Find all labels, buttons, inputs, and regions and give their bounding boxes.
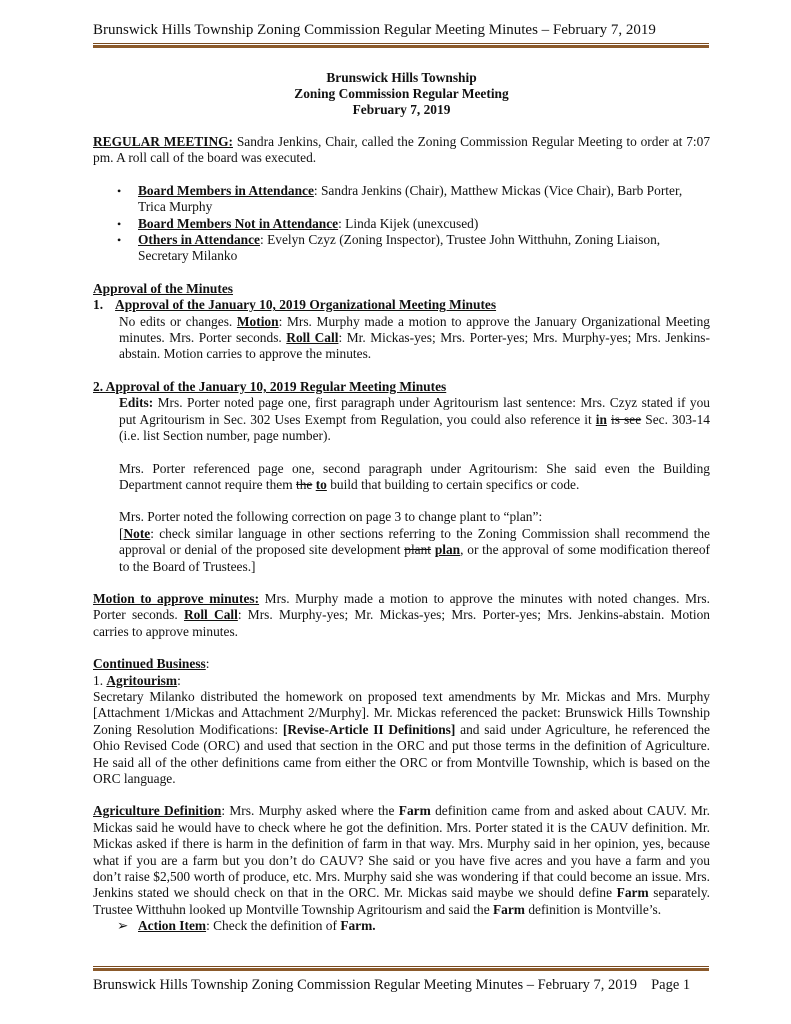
agriculture-definition-label: Agriculture Definition xyxy=(93,803,222,819)
regular-meeting-paragraph xyxy=(93,134,710,167)
motion-approve-paragraph xyxy=(93,591,710,640)
agritourism-paragraph xyxy=(93,689,710,787)
attendance-text: : Linda Kijek (unexcused) xyxy=(338,215,479,231)
text-run: Sec. 303-14 (i.e. list Section number, page number). xyxy=(119,411,710,444)
deleted-text: is see xyxy=(611,411,642,427)
roll-call-label: Roll Call xyxy=(183,607,238,623)
arrow-bullet-icon: ➢ xyxy=(117,918,129,934)
attendance-label: Board Members in Attendance xyxy=(138,182,314,198)
edits-label: Edits: xyxy=(119,395,154,411)
text-run: : Check the definition of xyxy=(206,918,341,934)
roll-call-label: Roll Call xyxy=(286,330,339,346)
deleted-text: plant xyxy=(404,542,432,558)
farm-term: Farm. xyxy=(340,918,376,934)
attendance-label: Others in Attendance xyxy=(138,232,260,248)
text-run: Secretary Milanko distributed the homework on proposed text amendments by Mr. Mickas and Mrs. Murphy [Attachment 1/Mickas and Attachment 2/Murphy]. Mr. Mickas referenced the packet: Brunswick Hills Township Zoning Resolution Modifications: xyxy=(93,688,710,737)
attendance-text: : Sandra Jenkins (Chair), Matthew Mickas (Vice Chair), Barb Porter, Trica Murphy xyxy=(138,182,683,215)
deleted-text: the xyxy=(295,476,313,492)
text-run: : check similar language in other sections referring to the Zoning Commission shall recommend the approval or denial of the proposed site development xyxy=(119,525,710,558)
approval-heading: Approval of the Minutes xyxy=(93,280,233,296)
text-run: [ xyxy=(119,525,124,541)
attendance-list xyxy=(93,183,710,265)
building-paragraph xyxy=(93,461,710,494)
text-run: Mrs. Murphy made a motion to approve the minutes with noted changes. Mrs. Porter seconds. xyxy=(93,590,710,623)
note-label: Note xyxy=(123,525,151,541)
text-run: : Mr. Mickas-yes; Mrs. Porter-yes; Mrs. Murphy-yes; Mrs. Jenkins-abstain. Motion carries to approve the minutes. xyxy=(119,330,710,362)
text-run: Mrs. Porter noted page one, first paragraph under Agritourism last sentence: Mrs. Czyz stated if you put Agritourism in Sec. 302 Uses Exempt from Regulation, you could also reference it xyxy=(119,395,710,427)
list-item xyxy=(93,183,710,216)
farm-term: Farm xyxy=(616,885,649,901)
inserted-text: in xyxy=(595,411,607,427)
farm-term: Farm xyxy=(398,803,431,819)
text-run: separately. Trustee Witthuhn looked up Montville Township Agritourism and said the xyxy=(93,885,710,917)
item-number: 1. xyxy=(93,297,104,313)
text-run: definition came from and asked about CAUV. Mr. Mickas said he would have to check where he got the definition. Mrs. Porter stated it is the CAUV definition. Mr. Mickas asked if there is harm in the definition of farm in that way. Mrs. Murphy said in her opinion, yes, because what if you are a farm but you don’t do CAUV? She said or you have five acres and you have a farm and you don’t raise $2,500 worth of produce, etc. Mrs. Murphy said she was wondering if that could become an issue. Mrs. Jenkins stated we should check on that in the ORC. Mr. Mickas said maybe we should define xyxy=(93,803,711,901)
title-meeting: Zoning Commission Regular Meeting xyxy=(294,86,509,101)
page-number: Page 1 xyxy=(651,977,691,993)
edits-paragraph xyxy=(93,395,710,444)
footer-rule-thin xyxy=(93,966,709,967)
regular-meeting-text: Sandra Jenkins, Chair, called the Zoning Commission Regular Meeting to order at 7:07 pm. A roll call of the board was executed. xyxy=(93,134,711,166)
title-date: February 7, 2019 xyxy=(352,102,451,117)
action-item-label: Action Item xyxy=(138,918,207,934)
note-paragraph xyxy=(93,526,710,575)
list-item xyxy=(93,232,710,265)
bullet-icon: • xyxy=(117,233,122,248)
motion-approve-label: Motion to approve minutes: xyxy=(93,590,260,606)
list-item xyxy=(93,216,710,232)
document-title xyxy=(93,70,710,118)
footer-rule xyxy=(93,966,709,971)
text-run: No edits or changes. xyxy=(119,313,237,329)
title-township: Brunswick Hills Township xyxy=(326,70,477,85)
continued-business-heading xyxy=(93,656,710,672)
page-footer xyxy=(93,976,713,994)
running-header: Brunswick Hills Township Zoning Commission Regular Meeting Minutes – February 7, 2019 xyxy=(93,22,656,38)
approval-item-1-text xyxy=(93,314,710,363)
approval-item-1-heading xyxy=(93,297,710,313)
text-run: : Mrs. Murphy made a motion to approve the January Organizational Meeting minutes. Mrs. Porter seconds. xyxy=(119,313,710,346)
heading-text: Continued Business xyxy=(93,656,206,672)
text-run: definition is Montville’s. xyxy=(524,901,662,917)
item-1-title: Approval of the January 10, 2019 Organizational Meeting Minutes xyxy=(115,297,497,313)
text-run: and said under Agriculture, he referenced the Ohio Revised Code (ORC) and used that section in the ORC and put those terms in the definition of Agriculture. He said all of the other definitions came from either the ORC or from Montville Township, which is based on the ORC language. xyxy=(93,721,711,786)
approval-item-2-heading: 2. Approval of the January 10, 2019 Regular Meeting Minutes xyxy=(93,378,447,394)
inserted-text: plan xyxy=(434,542,461,558)
text-run: : Mrs. Murphy asked where the xyxy=(221,803,399,819)
text-run: Mrs. Porter referenced page one, second paragraph under Agritourism: She said even the Building Department cannot require them xyxy=(119,460,710,492)
farm-term: Farm xyxy=(492,901,525,917)
attendance-text: : Evelyn Czyz (Zoning Inspector), Trustee John Witthuhn, Zoning Liaison, Secretary Milanko xyxy=(138,232,661,264)
footer-text: Brunswick Hills Township Zoning Commission Regular Meeting Minutes – February 7, 2019 xyxy=(93,977,638,993)
bullet-icon: • xyxy=(117,216,122,231)
article-reference: [Revise-Article II Definitions] xyxy=(282,721,456,737)
motion-label: Motion xyxy=(236,313,279,329)
header-rule xyxy=(93,43,709,48)
header-rule-thin xyxy=(93,43,709,44)
attendance-label: Board Members Not in Attendance xyxy=(138,215,339,231)
text-run: : xyxy=(177,672,181,688)
bullet-icon: • xyxy=(117,183,122,198)
footer-rule-thick xyxy=(93,968,709,971)
text-run: , or the approval of some modification thereof to the Board of Trustees.] xyxy=(119,542,710,574)
minutes-body xyxy=(93,70,710,935)
item-number: 1. xyxy=(93,672,107,688)
agritourism-label: Agritourism xyxy=(106,672,178,688)
agritourism-heading xyxy=(93,673,710,689)
text-run: build that building to certain specifics or code. xyxy=(326,476,580,492)
text-run: : Mrs. Murphy-yes; Mr. Mickas-yes; Mrs. Porter-yes; Mrs. Jenkins-abstain. Motion carries to approve minutes. xyxy=(93,607,710,639)
header-rule-thick xyxy=(93,45,709,48)
correction-paragraph: Mrs. Porter noted the following correction on page 3 to change plant to “plan”: xyxy=(119,509,543,525)
action-item xyxy=(93,918,710,934)
text-run: : xyxy=(205,656,210,672)
agriculture-definition-paragraph xyxy=(93,803,710,918)
inserted-text: to xyxy=(315,476,327,492)
regular-meeting-label: REGULAR MEETING: xyxy=(93,134,233,149)
